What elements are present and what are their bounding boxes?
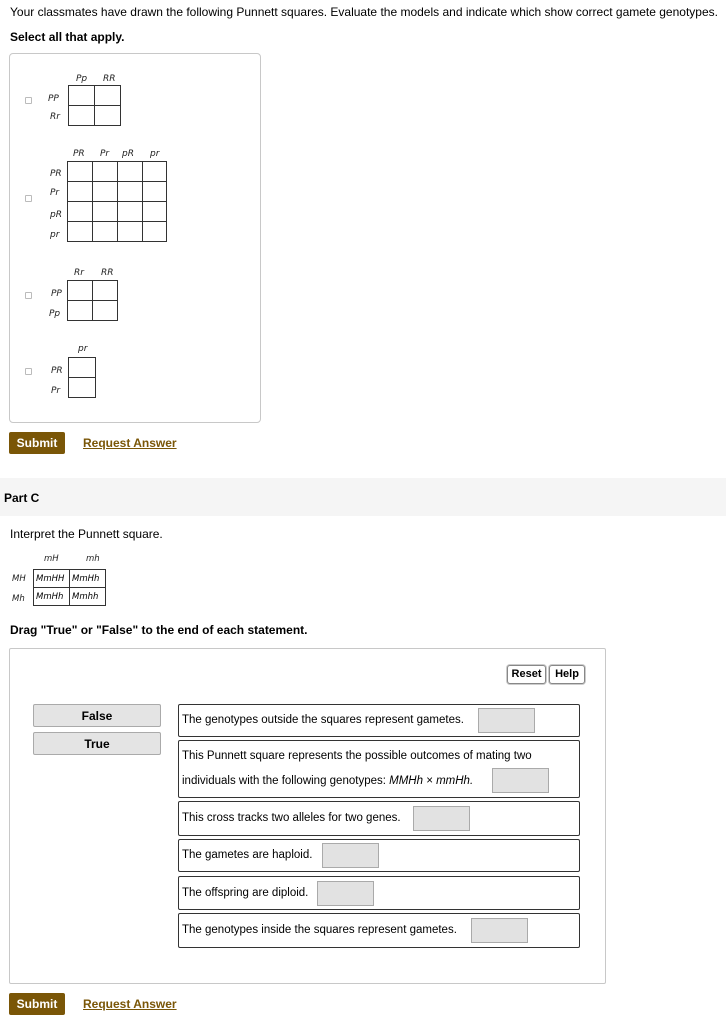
punnett-cell: MmHh [70,570,106,588]
option-2-checkbox[interactable] [25,195,32,202]
option-2-col-label: PR [73,149,85,159]
question-text: Your classmates have drawn the following Punnett squares. Evaluate the models and indicate which show correct gamete genotypes. [10,5,718,19]
option-1-row-label: PP [48,94,59,104]
option-1-punnett-grid [68,85,121,126]
statement-text: The genotypes outside the squares represent gametes. [182,714,464,726]
option-1-checkbox[interactable] [25,97,32,104]
option-4-checkbox[interactable] [25,368,32,375]
part-c-punnett-grid [33,569,106,606]
option-4-punnett-grid [68,357,96,398]
select-all-instruction: Select all that apply. [10,30,125,44]
statement-row [178,839,580,872]
part-c-prompt: Interpret the Punnett square. [10,527,163,541]
punnett-cell: MmHH [34,570,70,588]
request-answer-link[interactable]: Request Answer [83,436,177,450]
statement-row [178,913,580,948]
drag-instruction: Drag "True" or "False" to the end of each statement. [10,623,308,637]
drop-target[interactable] [413,806,470,831]
drop-target[interactable] [322,843,379,868]
statement-text: The offspring are diploid. [182,887,309,899]
option-2-row-label: Pr [50,188,60,198]
option-3-checkbox[interactable] [25,292,32,299]
option-1-row-label: Rr [50,112,60,122]
option-4-row-label: PR [51,366,63,376]
option-1-col-label: Pp [76,74,88,84]
punnett-col-label: mH [44,554,59,564]
option-2-punnett-grid [67,161,167,242]
punnett-row-label: MH [12,574,26,584]
option-2-col-label: Pr [100,149,110,159]
submit-button[interactable]: Submit [9,432,65,454]
submit-button[interactable]: Submit [9,993,65,1015]
true-token[interactable]: True [33,732,161,755]
punnett-row-label: Mh [12,594,25,604]
option-1-col-label: RR [103,74,116,84]
option-3-row-label: Pp [49,309,61,319]
part-c-header [0,478,726,516]
option-3-col-label: Rr [74,268,84,278]
option-2-row-label: PR [50,169,62,179]
statement-row [178,704,580,737]
drop-target[interactable] [471,918,528,943]
statement-row [178,876,580,910]
statement-text: This cross tracks two alleles for two genes. [182,812,401,824]
help-button[interactable]: Help [549,665,585,684]
reset-button[interactable]: Reset [507,665,546,684]
option-2-row-label: pR [50,210,62,220]
part-c-title: Part C [4,491,40,505]
false-token[interactable]: False [33,704,161,727]
drop-target[interactable] [492,768,549,793]
drop-target[interactable] [478,708,535,733]
punnett-cell: MmHh [34,588,70,606]
option-2-col-label: pr [150,149,160,159]
statement-text: This Punnett square represents the possible outcomes of mating two [182,750,532,762]
statement-row [178,740,580,798]
option-3-punnett-grid [67,280,118,321]
option-2-col-label: pR [122,149,134,159]
statement-text: The genotypes inside the squares represent gametes. [182,924,457,936]
genotype-formula: MMHh × mmHh. [389,775,474,787]
option-4-col-label: pr [78,344,88,354]
option-2-row-label: pr [50,230,60,240]
punnett-col-label: mh [86,554,100,564]
statement-text-line2: individuals with the following genotypes: MMHh × mmHh. [182,775,474,787]
option-4-row-label: Pr [51,386,61,396]
statement-row [178,801,580,836]
request-answer-link[interactable]: Request Answer [83,997,177,1011]
punnett-cell: Mmhh [70,588,106,606]
statement-text: The gametes are haploid. [182,849,313,861]
option-3-col-label: RR [101,268,114,278]
drop-target[interactable] [317,881,374,906]
option-3-row-label: PP [51,289,62,299]
